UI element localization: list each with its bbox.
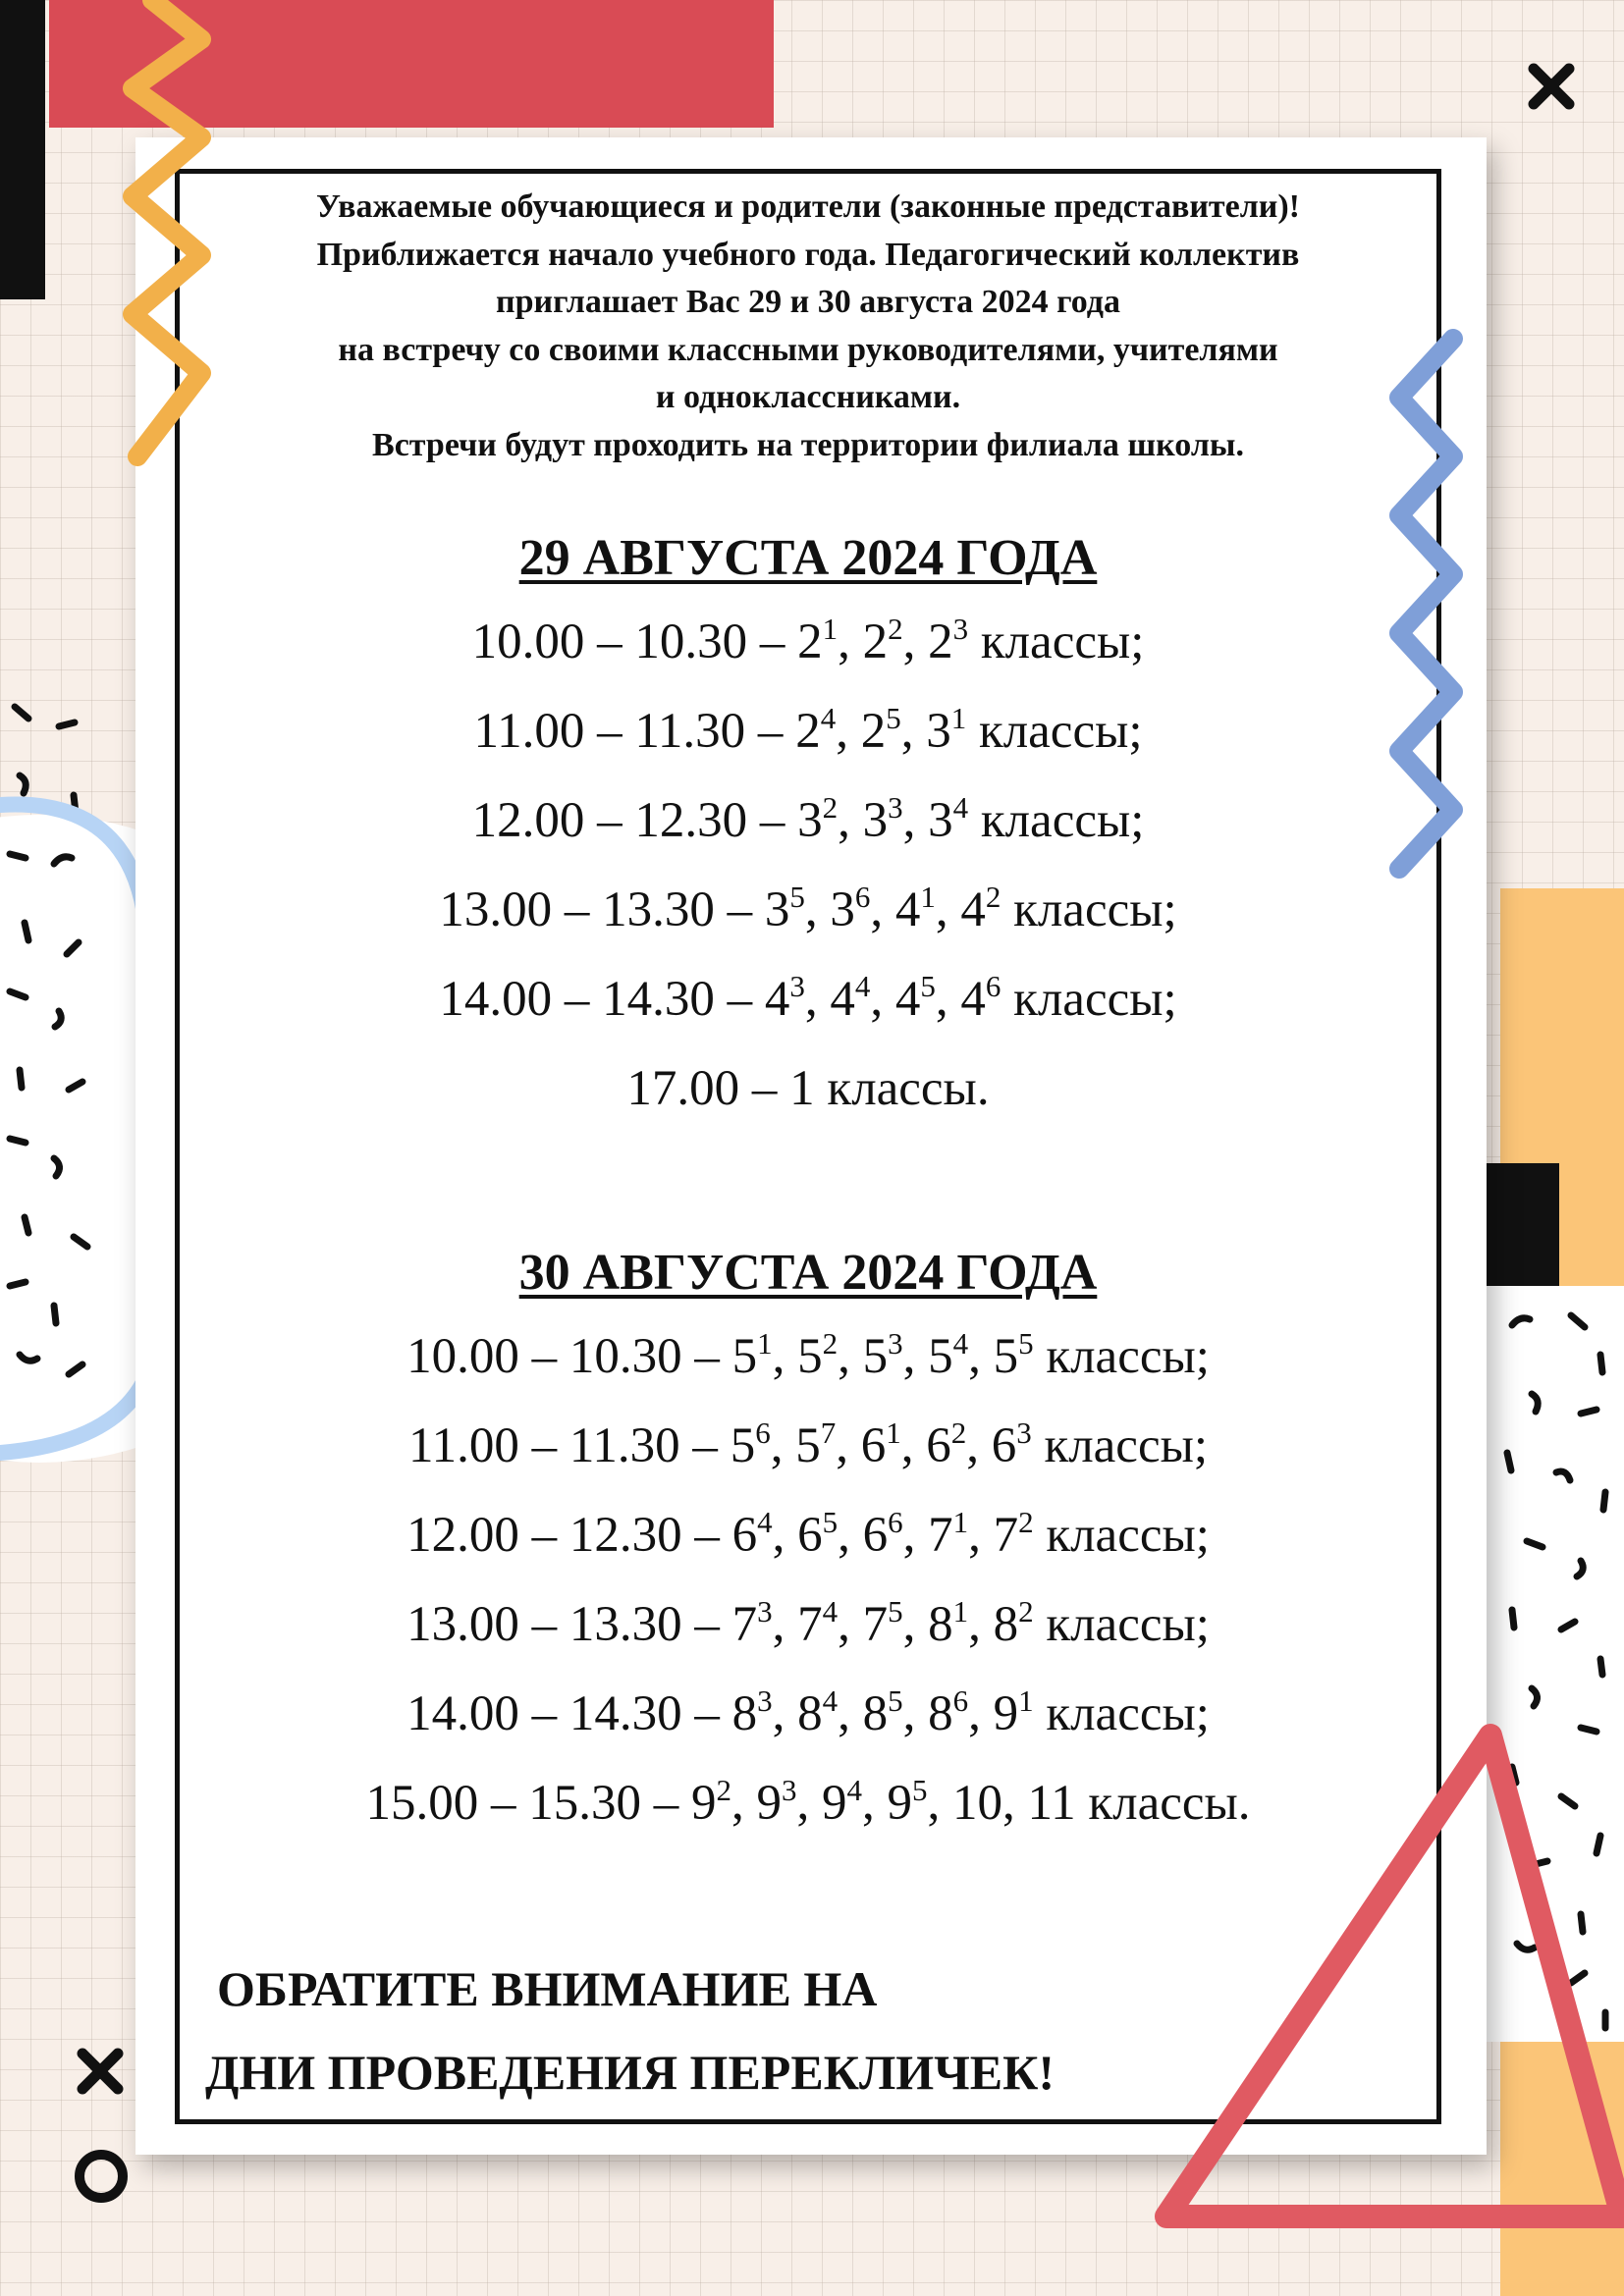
class-number: $2^5$ bbox=[860, 701, 901, 759]
class-number: $4^6$ bbox=[960, 969, 1001, 1027]
class-number: $5^6$ bbox=[730, 1415, 771, 1473]
day2-title: 30 АВГУСТА 2024 ГОДА bbox=[518, 1245, 1098, 1301]
class-number: $3^1$ bbox=[926, 701, 967, 759]
class-number: $5^2$ bbox=[797, 1326, 839, 1384]
intro-line: Приближается начало учебного года. Педагогический коллектив bbox=[316, 236, 1300, 273]
class-letter-index: 1 bbox=[920, 880, 936, 914]
class-letter-index: 4 bbox=[820, 701, 837, 735]
class-letter-index: 4 bbox=[822, 1594, 839, 1629]
class-letter-index: 5 bbox=[822, 1505, 839, 1539]
class-letter-index: 2 bbox=[1018, 1505, 1034, 1539]
class-number: $8^4$ bbox=[797, 1683, 839, 1741]
class-letter-index: 2 bbox=[822, 1326, 839, 1361]
class-number: $5^7$ bbox=[795, 1415, 837, 1473]
class-number: $7^5$ bbox=[862, 1594, 903, 1652]
class-letter-index: 1 bbox=[757, 1326, 773, 1361]
class-letter-index: 3 bbox=[757, 1683, 773, 1718]
class-number: $7^4$ bbox=[797, 1594, 839, 1652]
class-letter-index: 5 bbox=[1018, 1326, 1034, 1361]
class-letter-index: 3 bbox=[789, 969, 805, 1003]
class-letter-index: 6 bbox=[952, 1683, 969, 1718]
classes-suffix: классы; bbox=[1046, 1329, 1210, 1384]
class-letter-index: 2 bbox=[716, 1773, 731, 1807]
notice-line-1: ОБРАТИТЕ ВНИМАНИЕ НА bbox=[217, 1961, 878, 2016]
class-letter-index: 1 bbox=[952, 1594, 969, 1629]
class-number: $2^1$ bbox=[797, 612, 839, 669]
intro-text bbox=[180, 184, 1436, 469]
class-letter-index: 4 bbox=[757, 1505, 773, 1539]
class-letter-index: 4 bbox=[952, 1326, 969, 1361]
class-letter-index: 3 bbox=[757, 1594, 773, 1629]
class-letter-index: 1 bbox=[1018, 1683, 1034, 1718]
class-number: $9^2$ bbox=[690, 1773, 731, 1831]
circle-mark-bottom-left bbox=[80, 2155, 123, 2198]
day1-title: 29 АВГУСТА 2024 ГОДА bbox=[518, 530, 1098, 586]
class-letter-index: 4 bbox=[846, 1773, 862, 1807]
class-letter-index: 1 bbox=[886, 1415, 901, 1450]
time-range: 13.00 – 13.30 – bbox=[406, 1597, 732, 1652]
class-letter-index: 2 bbox=[950, 1415, 967, 1450]
class-letter-index: 1 bbox=[822, 612, 839, 646]
class-letter-index: 6 bbox=[985, 969, 1001, 1003]
class-number: $8^5$ bbox=[862, 1683, 903, 1741]
class-number: $6^4$ bbox=[731, 1505, 773, 1563]
classes-suffix: классы. bbox=[1088, 1776, 1251, 1831]
class-number: $4^4$ bbox=[830, 969, 871, 1027]
class-number: $4^1$ bbox=[894, 880, 936, 937]
class-letter-index: 5 bbox=[886, 701, 901, 735]
class-number: $5^1$ bbox=[731, 1326, 773, 1384]
class-letter-index: 6 bbox=[854, 880, 871, 914]
class-letter-index: 3 bbox=[781, 1773, 797, 1807]
class-number: $4^2$ bbox=[960, 880, 1001, 937]
class-number: $9^5$ bbox=[887, 1773, 928, 1831]
class-number: $7^2$ bbox=[993, 1505, 1034, 1563]
class-letter-index: 3 bbox=[888, 1326, 903, 1361]
classes-suffix: классы; bbox=[1013, 972, 1177, 1027]
schedule-row: $14.00 - 14.30 - 8^3$, $8^4$, $8^5$, $8^6$, $9^1$ классы; bbox=[406, 1683, 1210, 1741]
time-range: 12.00 – 12.30 – bbox=[406, 1508, 732, 1563]
black-bar-left bbox=[0, 0, 45, 299]
class-letter-index: 4 bbox=[854, 969, 871, 1003]
classes-suffix: классы; bbox=[1046, 1686, 1210, 1741]
classes-suffix: классы; bbox=[980, 793, 1145, 848]
class-number: $6^1$ bbox=[860, 1415, 901, 1473]
intro-line: на встречу со своими классными руководителями, учителями bbox=[338, 331, 1278, 368]
time-range: 11.00 – 11.30 – bbox=[407, 1418, 731, 1473]
class-letter-index: 3 bbox=[888, 790, 903, 825]
class-letter-index: 1 bbox=[950, 701, 967, 735]
day1-schedule bbox=[180, 598, 1436, 1134]
class-number: $8^3$ bbox=[731, 1683, 773, 1741]
class-letter-index: 2 bbox=[985, 880, 1001, 914]
class-number: $3^2$ bbox=[797, 790, 839, 848]
time-range: 15.00 – 15.30 – bbox=[365, 1776, 691, 1831]
class-letter-index: 7 bbox=[820, 1415, 837, 1450]
intro-line: приглашает Вас 29 и 30 августа 2024 года bbox=[495, 284, 1120, 320]
time-range: 17.00 – 1 bbox=[626, 1061, 828, 1116]
schedule-row: $11.00 - 11.30 - 2^4$, $2^5$, $3^1$ классы; bbox=[473, 701, 1143, 759]
class-letter-index: 2 bbox=[1018, 1594, 1034, 1629]
class-number: $4^3$ bbox=[764, 969, 805, 1027]
class-number: $6^5$ bbox=[797, 1505, 839, 1563]
notice-line-2: ДНИ ПРОВЕДЕНИЯ ПЕРЕКЛИЧЕК! bbox=[205, 2045, 1056, 2100]
class-number: 11 bbox=[1027, 1776, 1076, 1831]
class-number: $8^1$ bbox=[928, 1594, 969, 1652]
classes-suffix: классы. bbox=[827, 1061, 990, 1116]
class-number: $2^4$ bbox=[795, 701, 837, 759]
class-number: $2^3$ bbox=[928, 612, 969, 669]
class-number: $9^3$ bbox=[756, 1773, 797, 1831]
class-number: $8^2$ bbox=[993, 1594, 1034, 1652]
announcement-content bbox=[180, 174, 1436, 2119]
schedule-row: $13.00 - 13.30 - 7^3$, $7^4$, $7^5$, $8^1$, $8^2$ классы; bbox=[406, 1594, 1210, 1652]
class-number: $3^3$ bbox=[862, 790, 903, 848]
schedule-row: $13.00 - 13.30 - 3^5$, $3^6$, $4^1$, $4^2$ классы; bbox=[439, 880, 1177, 937]
class-number: $4^5$ bbox=[894, 969, 936, 1027]
class-number: $5^4$ bbox=[928, 1326, 969, 1384]
schedule-row: $14.00 - 14.30 - 4^3$, $4^4$, $4^5$, $4^6$ классы; bbox=[439, 969, 1177, 1027]
classes-suffix: классы; bbox=[1013, 882, 1177, 937]
time-range: 10.00 – 10.30 – bbox=[406, 1329, 732, 1384]
time-range: 14.00 – 14.30 – bbox=[406, 1686, 732, 1741]
class-number: $6^6$ bbox=[862, 1505, 903, 1563]
class-letter-index: 5 bbox=[920, 969, 936, 1003]
intro-line: и одноклассниками. bbox=[655, 379, 961, 415]
schedule-row: $12.00 - 12.30 - 3^2$, $3^3$, $3^4$ классы; bbox=[471, 790, 1145, 848]
schedule-row: $11.00 - 11.30 - 5^6$, $5^7$, $6^1$, $6^2$, $6^3$ классы; bbox=[407, 1415, 1209, 1473]
class-letter-index: 6 bbox=[888, 1505, 903, 1539]
class-letter-index: 4 bbox=[822, 1683, 839, 1718]
class-letter-index: 5 bbox=[789, 880, 805, 914]
class-number: $8^6$ bbox=[928, 1683, 969, 1741]
schedule-row: $10.00 - 10.30 - 5^1$, $5^2$, $5^3$, $5^4$, $5^5$ классы; bbox=[406, 1326, 1210, 1384]
class-letter-index: 5 bbox=[911, 1773, 928, 1807]
x-mark-bottom-left bbox=[82, 2054, 118, 2089]
class-number: $6^2$ bbox=[926, 1415, 967, 1473]
classes-suffix: классы; bbox=[1044, 1418, 1209, 1473]
time-range: 11.00 – 11.30 – bbox=[473, 704, 796, 759]
intro-line: Уважаемые обучающиеся и родители (законные представители)! bbox=[315, 188, 1301, 225]
schedule-row: $10.00 - 10.30 - 2^1$, $2^2$, $2^3$ классы; bbox=[471, 612, 1145, 669]
time-range: 12.00 – 12.30 – bbox=[471, 793, 798, 848]
schedule-row bbox=[180, 1044, 1436, 1134]
class-number: $2^2$ bbox=[862, 612, 903, 669]
class-letter-index: 5 bbox=[888, 1594, 903, 1629]
time-range: 14.00 – 14.30 – bbox=[439, 972, 765, 1027]
class-number: $5^3$ bbox=[862, 1326, 903, 1384]
day2-schedule bbox=[180, 1312, 1436, 1848]
intro-line: Встречи будут проходить на территории филиала школы. bbox=[372, 426, 1244, 463]
schedule-row: $12.00 - 12.30 - 6^4$, $6^5$, $6^6$, $7^1$, $7^2$ классы; bbox=[406, 1505, 1210, 1563]
class-number: $3^4$ bbox=[928, 790, 969, 848]
time-range: 10.00 – 10.30 – bbox=[471, 614, 798, 669]
class-number: $9^4$ bbox=[821, 1773, 862, 1831]
classes-suffix: классы; bbox=[1046, 1597, 1210, 1652]
classes-suffix: классы; bbox=[978, 704, 1143, 759]
classes-suffix: классы; bbox=[980, 614, 1145, 669]
x-mark-top-right bbox=[1534, 69, 1569, 104]
class-letter-index: 5 bbox=[888, 1683, 903, 1718]
red-rectangle-top bbox=[49, 0, 774, 128]
class-number: $6^3$ bbox=[991, 1415, 1032, 1473]
class-letter-index: 2 bbox=[822, 790, 839, 825]
class-number: $3^5$ bbox=[764, 880, 805, 937]
class-number: $7^3$ bbox=[731, 1594, 773, 1652]
class-number: $5^5$ bbox=[993, 1326, 1034, 1384]
class-number: $7^1$ bbox=[928, 1505, 969, 1563]
class-letter-index: 4 bbox=[952, 790, 969, 825]
class-number: $3^6$ bbox=[830, 880, 871, 937]
class-number: $9^1$ bbox=[993, 1683, 1034, 1741]
class-letter-index: 1 bbox=[952, 1505, 969, 1539]
class-letter-index: 3 bbox=[1016, 1415, 1032, 1450]
class-number: 10 bbox=[951, 1776, 1002, 1831]
classes-suffix: классы; bbox=[1046, 1508, 1210, 1563]
class-letter-index: 3 bbox=[952, 612, 969, 646]
schedule-row: $15.00 - 15.30 - 9^2$, $9^3$, $9^4$, $9^5$, 10, 11 классы. bbox=[365, 1773, 1251, 1831]
class-letter-index: 6 bbox=[755, 1415, 771, 1450]
class-letter-index: 2 bbox=[888, 612, 903, 646]
time-range: 13.00 – 13.30 – bbox=[439, 882, 765, 937]
